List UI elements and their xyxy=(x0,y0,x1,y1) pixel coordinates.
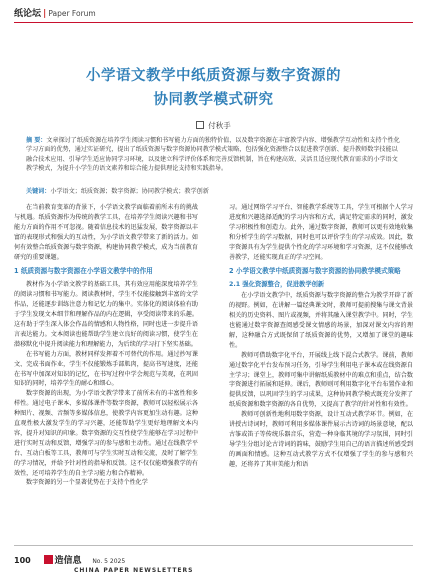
right-column xyxy=(229,203,413,470)
author-box-icon xyxy=(196,121,204,129)
author-line xyxy=(0,120,427,131)
section-2-1-heading: 2.1 强化资源整合，促进教学创新 xyxy=(229,281,325,289)
issue-number: No. 5 2025 xyxy=(92,558,126,565)
paragraph: 在书写能力方面，教材同样发挥着不可替代的作用。通过抄写课文、完成书面作业，学生不仅能锻炼手部肌肉，提高书写速度，还能在书写中加深对知识的记忆，在书写过程中学会规范与美观，在巩固知识的同时，培养学生的耐心和细心。 xyxy=(14,350,198,388)
header-separator: | xyxy=(43,9,47,19)
article-title-line2: 协同教学模式研究 xyxy=(153,92,274,108)
logo-text: 造信息 xyxy=(54,556,82,566)
paragraph: 在小学语文教学中，纸质资源与数字资源的整合为教学开辟了新的视野。例如，在讲解一篇经典课文时，教师可提前搜集与课文背景相关的历史资料、图片或视频，并将其融入课堂教学中。同时，学生也能通过数字资源查阅感受课文情感的场景，加深对课文内容的理解，这种融合方式既保留了纸质资源的优势，又增加了课堂的趣味性。 xyxy=(229,292,413,349)
section-header xyxy=(14,6,96,19)
paragraph: 教师可借助数字化平台，开展线上线下混合式教学。课前，教师通过数字化平台发布预习任务，引导学生利用电子课本或在线资源自主学习；课堂上，教师可集中讲解纸质教材中的难点和重点，结合数字资源进行拓展和延伸。课后，教师则可利用数字化平台布置作业和提供反馈，以巩固学生的学习成果，这种协同教学模式既充分发挥了纸质资源和数字资源的各自优势，又提高了教学的针对性和有效性。 xyxy=(229,351,413,409)
section-name: 纸论坛 xyxy=(14,9,42,19)
keywords-label: 关键词： xyxy=(26,188,51,195)
paragraph: 教材作为小学语文教学的基础工具，其有效应用能深度培养学生的阅读习惯和书写能力。阅读教材时，学生不仅能接触到丰富的文学作品，还能逐步训练注意力和记忆力的集中。实体化的阅读体验有助于学生发现文本细节和理解作品的内在逻辑，享受阅读带来的乐趣。这有助于学生深入体会作品的情感和人物性格，同时也进一步提升语言表达能力。文本阅读也能帮助学生建立良好的阅读习惯，使学生在潜移默化中提升阅读能力和理解能力，为后续的学习打下坚实基础。 xyxy=(14,281,198,348)
paragraph: 数字资源的另一个显著优势在于支持个性化学 xyxy=(26,479,148,487)
abstract-text: 文章探讨了纸质资源在培养学生阅读习惯和书写能力方面的独特价值，以及数字资源在丰富教学内容、增强教学互动性和支持个性化学习方面的优势，通过实证研究，提出了纸质资源与数字资源协同教学模式策略，包括强化资源整合以促进教学创新、提升教师数字技能以融合技术应用、引导学生适应协同学习环境，以及建立科学评价体系和完善反馈机制，旨在构建高效、灵活且适应现代教育需求的小学语文教学模式，为提升小学生的语文素养和综合能力提供理论支持和实践指导。 xyxy=(26,137,400,172)
article-title-line1: 小学语文教学中纸质资源与数字资源的 xyxy=(86,68,341,84)
header-rule xyxy=(14,22,413,23)
paragraph: 习。通过网络学习平台、智能教学系统等工具，学生可根据个人学习进度和兴趣选择适配的学习内容和方式，满足特定需求的同时，激发学习积极性和创造力。此外，通过数字资源，教师可以更有效地收集和分析学生的学习数据，同时也可以评价学生的学习成效。因此，数字资源具有为学生提供个性化的学习环境和学习资源，这不仅能够改善教学，还能实现真正的学习空间。 xyxy=(229,204,413,261)
intro-paragraph: 在当前教育变革的背景下，小学语文教学面临着前所未有的挑战与机遇。纸质资源作为传统的教学工具，在培养学生阅读兴趣和书写能力方面的作用不可忽视。随着信息技术的迅猛发展，数字资源以丰富的表现形式和强大的互动性，为小学语文教学带来了新的活力。如何有效整合纸质资源与数字资源，构建协同教学模式，成为当前教育研究的重要课题。 xyxy=(14,204,198,261)
footer xyxy=(14,553,193,574)
section-name-en: Paper Forum xyxy=(48,9,96,18)
publication-name: CHINA PAPER NEWSLETTERS xyxy=(74,567,194,574)
keywords xyxy=(26,186,402,195)
author-name: 付秋手 xyxy=(208,121,231,130)
keywords-text: 小学语文；纸质资源；数字资源；协同教学模式；教学创新 xyxy=(50,188,209,195)
abstract-label: 摘 要： xyxy=(26,137,47,144)
journal-logo xyxy=(44,553,82,566)
left-column xyxy=(14,203,198,488)
logo-mark-icon xyxy=(44,555,53,564)
section-2-heading: 2 小学语文教学中纸质资源与数字资源的协同教学模式策略 xyxy=(229,267,401,276)
section-1-heading: 1 纸质资源与数字资源在小学语文教学中的作用 xyxy=(14,267,153,276)
footer-rule xyxy=(14,545,413,546)
paragraph: 教师可创新性地利用数字资源，设计互动式教学环节。例如，在讲授古诗词时，教师可利用多媒体课件展示古诗词的场景意境，配以古筝或笛子等传统乐器音乐，营造一种身临其境的学习氛围，同时引导学生分组讨论古诗词的韵味，鼓励学生用自己的语言描述所感受到的画面和情感。这种互动式教学方式不仅增强了学生的参与感和兴趣，还将养了其审美能力和语 xyxy=(229,411,413,468)
page-number: 100 xyxy=(14,556,31,565)
abstract xyxy=(26,136,402,173)
paragraph: 数字资源的出现，为小学语文教学带来了前所未有的丰富性和多样性。通过电子课本、多媒体课件等数字资源，教师可以轻松展示各种图片、视频、音频等多媒体信息，使教学内容更加生动有趣。这种直观性极大激发学生的学习兴趣，还能帮助学生更好地理解文本内容，提升对知识的印象。数字资源的交互性使学生能够在学习过程中进行实时互动和反馈，增强学习的参与感和主动性。通过在线教学平台、互动白板等工具，教师可与学生实时互动和交流，及时了解学生的学习情况，并给予针对性的指导和反馈。这不仅仅能增强教学的有效性，还可培养学生的自主学习能力和合作精神。 xyxy=(14,390,198,477)
